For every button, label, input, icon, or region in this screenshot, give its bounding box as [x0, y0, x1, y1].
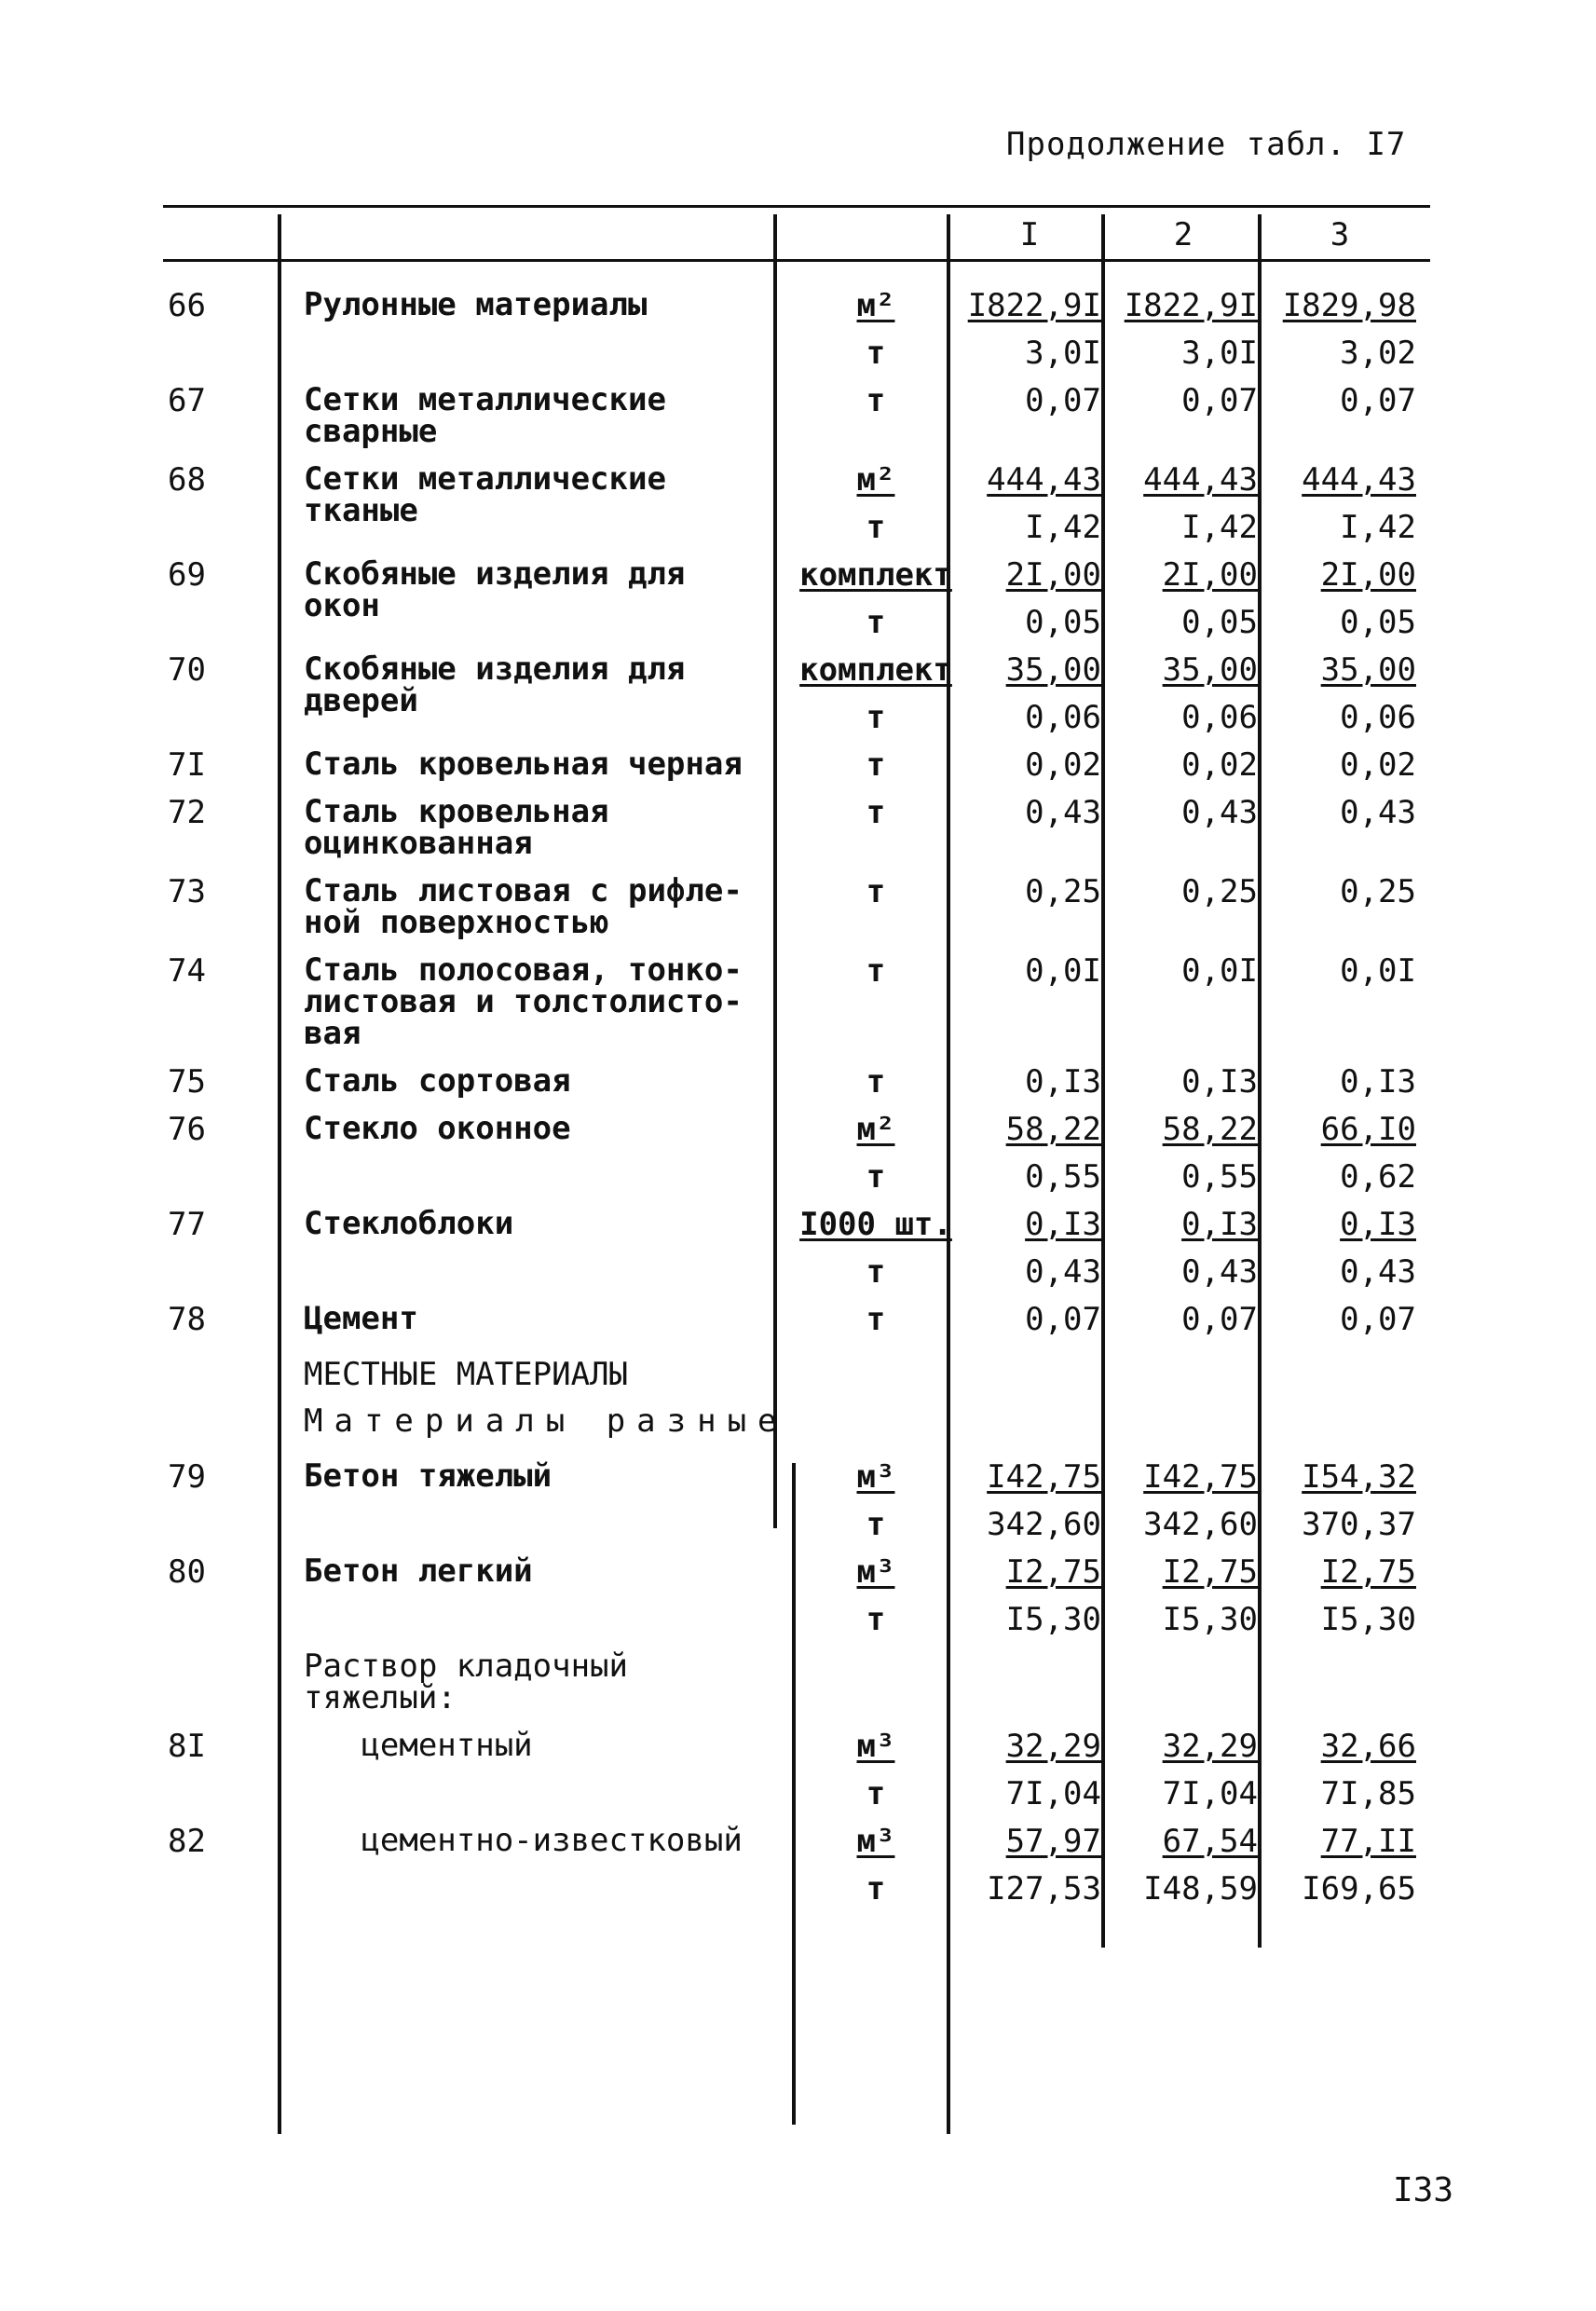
row-number: 7I — [168, 746, 206, 784]
value-col-3: 0,05 — [1340, 604, 1416, 641]
value-col-3: I2,75 — [1320, 1553, 1416, 1591]
value-col-3: I829,98 — [1282, 287, 1416, 324]
value-col-2: I42,75 — [1143, 1458, 1258, 1496]
unit-cell: т — [866, 1601, 886, 1638]
row-number: 80 — [168, 1553, 206, 1591]
material-name: Сталь листовая с рифле- ной поверхностью — [304, 872, 743, 941]
unit-cell: т — [866, 1506, 886, 1543]
value-col-2: 2I,00 — [1162, 556, 1258, 594]
value-col-3: 2I,00 — [1320, 556, 1416, 594]
value-col-3: 0,07 — [1340, 1301, 1416, 1338]
material-name: Скобяные изделия для окон — [304, 555, 686, 624]
row-number: 8I — [168, 1728, 206, 1765]
value-col-1: 0,I3 — [1025, 1206, 1101, 1243]
row-number: 77 — [168, 1206, 206, 1243]
value-col-2: 0,43 — [1181, 1253, 1258, 1291]
value-col-2: 0,55 — [1181, 1158, 1258, 1196]
value-col-3: 0,I3 — [1340, 1063, 1416, 1101]
material-name: Бетон легкий — [304, 1552, 533, 1590]
unit-cell: т — [866, 794, 886, 831]
row-number: 73 — [168, 873, 206, 910]
value-col-2: 0,43 — [1181, 794, 1258, 831]
value-col-2: I822,9I — [1124, 287, 1258, 324]
value-col-2: 444,43 — [1143, 461, 1258, 499]
value-col-1: 0,0I — [1025, 952, 1101, 990]
unit-cell: т — [866, 1775, 886, 1812]
row-number: 79 — [168, 1458, 206, 1496]
unit-cell: м³ — [856, 1553, 895, 1591]
value-col-3: 0,25 — [1340, 873, 1416, 910]
unit-cell: м² — [856, 461, 895, 499]
value-col-1: 0,06 — [1025, 699, 1101, 736]
value-col-1: 342,60 — [987, 1506, 1101, 1543]
value-col-1: I,42 — [1025, 509, 1101, 546]
value-col-2: I,42 — [1181, 509, 1258, 546]
page-number: I33 — [1393, 2171, 1454, 2209]
material-name: Сталь сортовая — [304, 1062, 571, 1100]
value-col-3: 370,37 — [1302, 1506, 1416, 1543]
value-col-3: I69,65 — [1302, 1870, 1416, 1908]
value-col-1: 7I,04 — [1005, 1775, 1101, 1812]
value-col-1: 0,55 — [1025, 1158, 1101, 1196]
value-col-3: I54,32 — [1302, 1458, 1416, 1496]
value-col-3: I5,30 — [1320, 1601, 1416, 1638]
value-col-1: 35,00 — [1005, 651, 1101, 689]
unit-cell: м² — [856, 1111, 895, 1148]
value-col-1: 0,07 — [1025, 1301, 1101, 1338]
material-name: Стеклоблоки — [304, 1205, 514, 1242]
column-header-3: 3 — [1330, 216, 1350, 253]
value-col-1: I2,75 — [1005, 1553, 1101, 1591]
value-col-2: 0,25 — [1181, 873, 1258, 910]
unit-cell: т — [866, 873, 886, 910]
unit-cell: м² — [856, 287, 895, 324]
material-name: Сетки металлические сварные — [304, 381, 666, 450]
unit-cell: т — [866, 952, 886, 990]
row-number: 70 — [168, 651, 206, 689]
row-number: 75 — [168, 1063, 206, 1101]
value-col-1: 58,22 — [1005, 1111, 1101, 1148]
unit-cell: т — [866, 509, 886, 546]
row-number: 82 — [168, 1823, 206, 1860]
section-title: МЕСТНЫЕ МАТЕРИАЛЫ — [304, 1356, 628, 1393]
value-col-2: 67,54 — [1162, 1823, 1258, 1860]
value-col-2: 0,I3 — [1181, 1206, 1258, 1243]
value-col-2: I48,59 — [1143, 1870, 1258, 1908]
row-number: 68 — [168, 461, 206, 499]
value-col-2: 3,0I — [1181, 335, 1258, 372]
value-col-2: 0,I3 — [1181, 1063, 1258, 1101]
unit-cell: т — [866, 699, 886, 736]
table-caption: Продолжение табл. I7 — [1006, 126, 1407, 163]
row-number: 67 — [168, 382, 206, 419]
value-col-1: 32,29 — [1005, 1728, 1101, 1765]
unit-cell: т — [866, 335, 886, 372]
value-col-3: 0,02 — [1340, 746, 1416, 784]
value-col-3: 0,43 — [1340, 1253, 1416, 1291]
value-col-3: 66,I0 — [1320, 1111, 1416, 1148]
value-col-1: I42,75 — [987, 1458, 1101, 1496]
material-name: Раствор кладочный тяжелый: — [304, 1648, 628, 1716]
value-col-2: I5,30 — [1162, 1601, 1258, 1638]
unit-cell: м³ — [856, 1823, 895, 1860]
table-top-rule — [163, 205, 1430, 208]
column-header-1: I — [1019, 216, 1040, 253]
material-name: цементно-известковый — [304, 1822, 743, 1859]
value-col-1: 0,05 — [1025, 604, 1101, 641]
value-col-1: I822,9I — [967, 287, 1101, 324]
unit-cell: т — [866, 1301, 886, 1338]
material-name: Сталь кровельная черная — [304, 745, 743, 783]
value-col-3: 0,06 — [1340, 699, 1416, 736]
value-col-1: 0,43 — [1025, 794, 1101, 831]
header-bottom-rule — [163, 259, 1430, 262]
unit-cell: комплект — [799, 651, 952, 689]
unit-cell: т — [866, 604, 886, 641]
section-subtitle: Материалы разные — [304, 1402, 788, 1440]
value-col-2: 0,07 — [1181, 382, 1258, 419]
unit-cell: т — [866, 1063, 886, 1101]
value-col-1: 3,0I — [1025, 335, 1101, 372]
value-col-1: 0,43 — [1025, 1253, 1101, 1291]
material-name: Цемент — [304, 1300, 418, 1337]
value-col-2: 342,60 — [1143, 1506, 1258, 1543]
value-col-3: 0,0I — [1340, 952, 1416, 990]
value-col-2: 7I,04 — [1162, 1775, 1258, 1812]
value-col-1: 0,07 — [1025, 382, 1101, 419]
row-number: 76 — [168, 1111, 206, 1148]
value-col-1: 0,02 — [1025, 746, 1101, 784]
value-col-2: 0,02 — [1181, 746, 1258, 784]
value-col-2: I2,75 — [1162, 1553, 1258, 1591]
row-number: 74 — [168, 952, 206, 990]
value-col-1: I5,30 — [1005, 1601, 1101, 1638]
material-name: Сталь полосовая, тонко- листовая и толстолисто- вая — [304, 951, 743, 1052]
material-name: Сетки металлические тканые — [304, 460, 666, 529]
row-number: 72 — [168, 794, 206, 831]
unit-cell: т — [866, 1870, 886, 1908]
value-col-3: 0,07 — [1340, 382, 1416, 419]
column-header-2: 2 — [1173, 216, 1194, 253]
row-number: 69 — [168, 556, 206, 594]
value-col-3: 444,43 — [1302, 461, 1416, 499]
unit-cell: т — [866, 1158, 886, 1196]
value-col-1: 2I,00 — [1005, 556, 1101, 594]
value-col-3: 0,43 — [1340, 794, 1416, 831]
material-name: Сталь кровельная оцинкованная — [304, 793, 609, 862]
unit-cell: т — [866, 382, 886, 419]
value-col-2: 32,29 — [1162, 1728, 1258, 1765]
value-col-3: I,42 — [1340, 509, 1416, 546]
column-divider-unit — [773, 214, 777, 1528]
material-name: Бетон тяжелый — [304, 1457, 552, 1495]
column-divider-v3 — [1258, 214, 1262, 1948]
value-col-2: 0,07 — [1181, 1301, 1258, 1338]
unit-cell: т — [866, 1253, 886, 1291]
value-col-3: 0,I3 — [1340, 1206, 1416, 1243]
value-col-2: 58,22 — [1162, 1111, 1258, 1148]
value-col-2: 35,00 — [1162, 651, 1258, 689]
unit-cell: т — [866, 746, 886, 784]
value-col-2: 0,05 — [1181, 604, 1258, 641]
value-col-2: 0,06 — [1181, 699, 1258, 736]
material-name: цементный — [304, 1727, 533, 1764]
value-col-3: 77,II — [1320, 1823, 1416, 1860]
material-name: Стекло оконное — [304, 1110, 571, 1147]
value-col-3: 32,66 — [1320, 1728, 1416, 1765]
row-number: 78 — [168, 1301, 206, 1338]
column-divider-v2 — [1101, 214, 1105, 1948]
value-col-1: 0,25 — [1025, 873, 1101, 910]
value-col-1: I27,53 — [987, 1870, 1101, 1908]
value-col-1: 57,97 — [1005, 1823, 1101, 1860]
unit-cell: м³ — [856, 1458, 895, 1496]
value-col-3: 0,62 — [1340, 1158, 1416, 1196]
column-divider-num — [278, 214, 281, 2134]
value-col-1: 0,I3 — [1025, 1063, 1101, 1101]
material-name: Рулонные материалы — [304, 286, 648, 323]
row-number: 66 — [168, 287, 206, 324]
value-col-3: 3,02 — [1340, 335, 1416, 372]
unit-cell: комплект — [799, 556, 952, 594]
value-col-2: 0,0I — [1181, 952, 1258, 990]
value-col-1: 444,43 — [987, 461, 1101, 499]
value-col-3: 35,00 — [1320, 651, 1416, 689]
material-name: Скобяные изделия для дверей — [304, 650, 686, 719]
unit-cell: I000 шт. — [799, 1206, 952, 1243]
unit-cell: м³ — [856, 1728, 895, 1765]
value-col-3: 7I,85 — [1320, 1775, 1416, 1812]
